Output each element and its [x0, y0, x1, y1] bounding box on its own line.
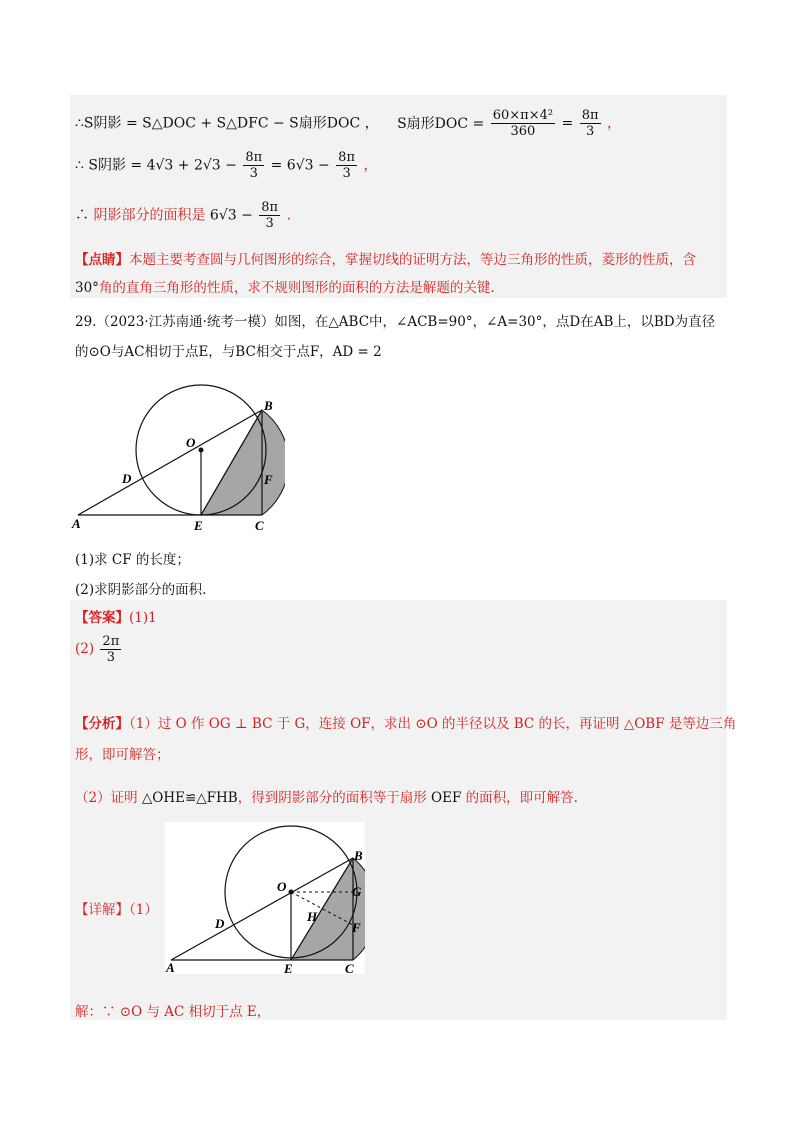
label-a: A [72, 516, 81, 531]
geometry-figure-2 [165, 822, 365, 974]
analysis-line-1: 【分析】（1）过 O 作 OG ⊥ BC 于 G，连接 OF，求出 ⊙O 的半径以及 BC 的长，再证明 △OBF 是等边三角 [75, 716, 737, 732]
label-g: G [352, 884, 362, 899]
detail-label: 【详解】（1） [75, 902, 158, 918]
label-d: D [215, 916, 225, 931]
label-e: E [194, 518, 203, 533]
fraction-8pi-3: $\frac{8\pi}{3}$ [581, 108, 599, 139]
geometry-figure-1 [70, 370, 285, 535]
conclusion-line: ∴ 阴影部分的面积是 6√3 − $\frac{8\pi}{3}$ . [75, 200, 292, 231]
label-o: O [186, 435, 196, 450]
point-o [289, 890, 294, 895]
label-c: C [345, 961, 354, 974]
label-c: C [255, 518, 264, 533]
label-f: F [352, 920, 361, 935]
point-o [199, 448, 204, 453]
equation-area-sum: ∴S阴影 = S△DOC + S△DFC − S扇形DOC ， S扇形DOC = $\frac{\text{60×π×4²}}{360}$ = $\frac{8\pi}{3}$ ， [75, 108, 621, 139]
detail-solve-line: 解：∵ ⊙O 与 AC 相切于点 E， [75, 1004, 271, 1020]
question-1: (1)求 CF 的长度； [75, 552, 190, 568]
equation-shaded-result: ∴ S阴影 = 4√3 + 2√3 − $\frac{8\pi}{3}$ = 6√3 − $\frac{8\pi}{3}$ ， [75, 150, 378, 181]
problem-statement-line-2: 的⊙O与AC相切于点E，与BC相交于点F，AD = 2 [75, 344, 382, 360]
analysis-line-2: 形，即可解答； [75, 747, 170, 763]
label-f: F [264, 472, 273, 487]
label-a: A [166, 960, 175, 974]
answer-line-2: (2) $\frac{2\pi}{3}$ [75, 634, 120, 665]
question-2: (2)求阴影部分的面积. [75, 582, 207, 598]
problem-statement-line-1: 29.（2023·江苏南通·统考一模）如图，在△ABC中，∠ACB=90°，∠A=30°，点D在AB上，以BD为直径 [75, 314, 716, 330]
comment-line-1: 【点睛】本题主要考查圆与几何图形的综合，掌握切线的证明方法，等边三角形的性质，菱形的性质，含 [75, 252, 696, 268]
fraction-sector-area: $\frac{\text{60×π×4²}}{360}$ [492, 108, 554, 139]
label-o: O [277, 879, 287, 894]
label-h: H [307, 909, 318, 924]
comment-line-2: 30°角的直角三角形的性质，求不规则图形的面积的方法是解题的关键. [75, 280, 495, 296]
label-b: B [354, 848, 363, 863]
label-e: E [284, 961, 293, 974]
label-b: B [264, 398, 273, 413]
answer-line-1: 【答案】(1)1 [75, 610, 157, 626]
label-d: D [122, 471, 132, 486]
analysis-line-3: （2）证明 △OHE≌△FHB，得到阴影部分的面积等于扇形 OEF 的面积，即可解答. [75, 790, 578, 806]
